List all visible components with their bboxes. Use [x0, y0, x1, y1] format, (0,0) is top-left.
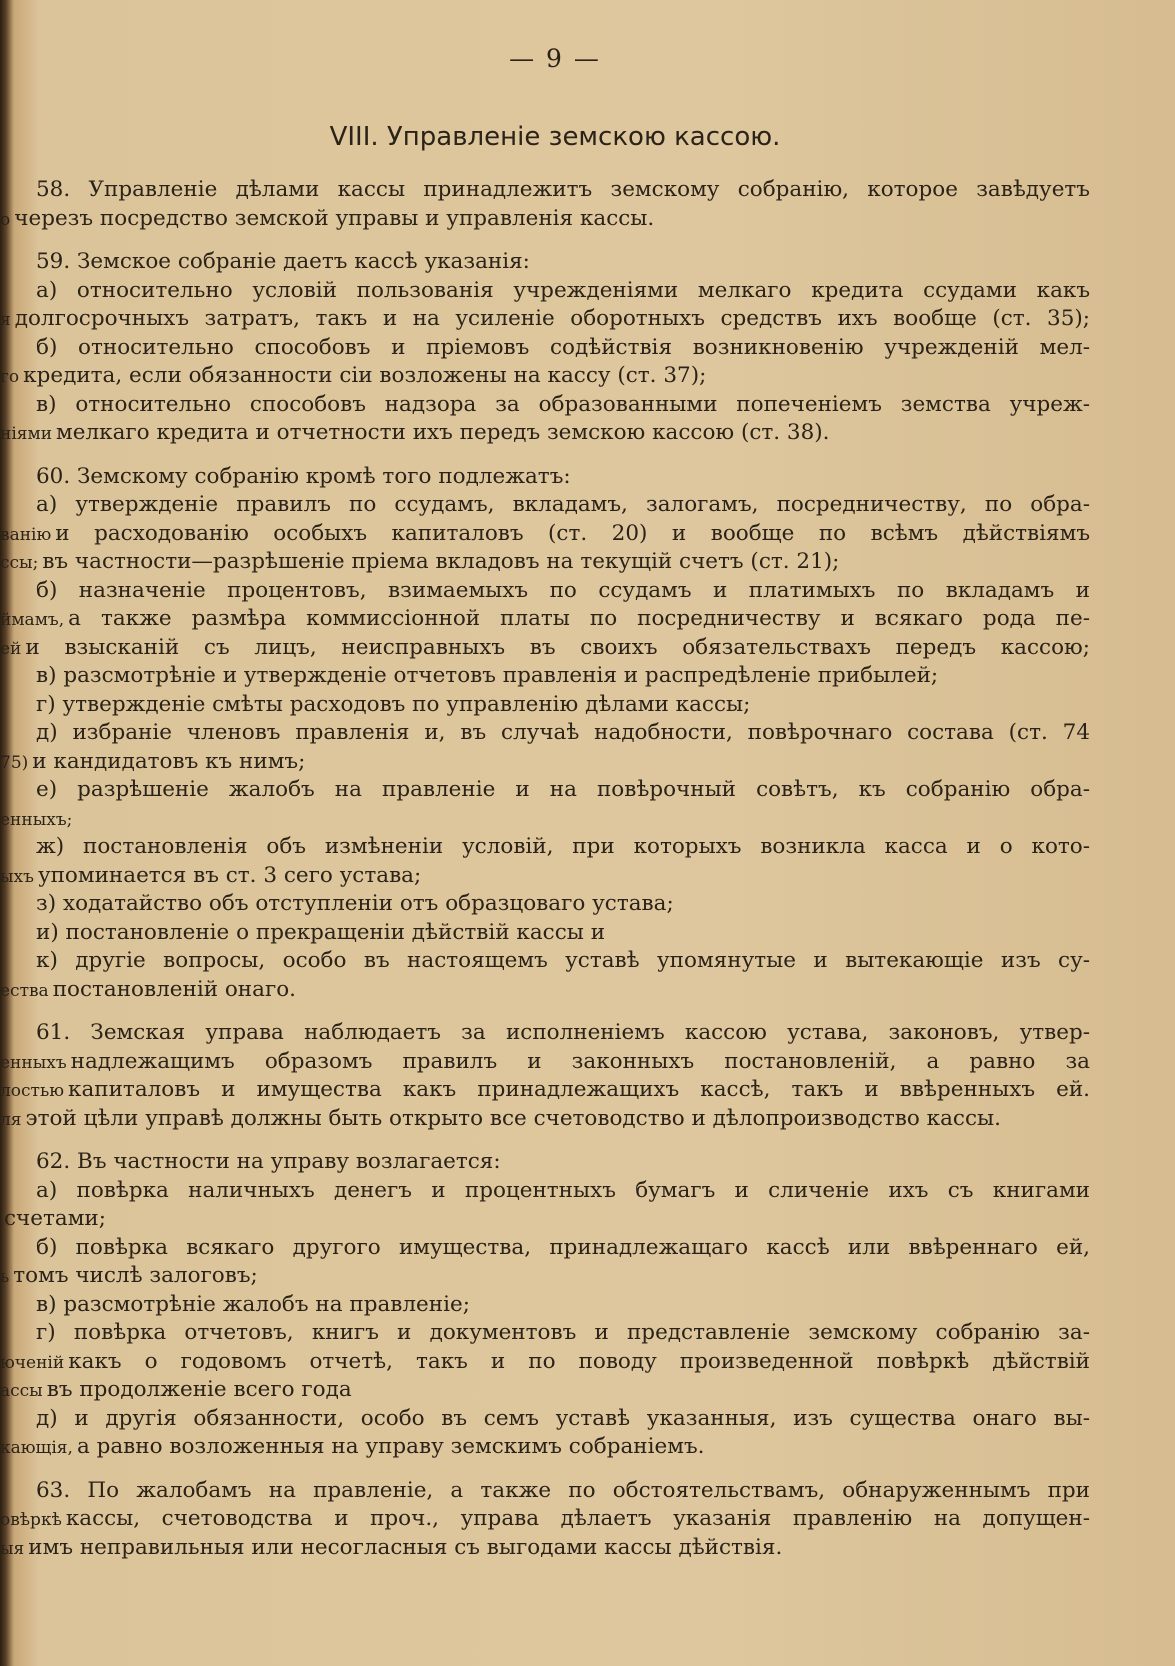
- body-text: [0, 176, 1090, 1577]
- line-text: е) разрѣшеніе жалобъ на правленіе и на повѣрочный совѣтъ, къ собранію обра-: [36, 777, 1090, 802]
- line-text: и) постановленіе о прекращеніи дѣйствій кассы и: [36, 919, 606, 945]
- text-line: [0, 577, 1090, 606]
- line-text: д) избраніе членовъ правленія и, въ случаѣ надобности, повѣрочнаго состава (ст. 74: [36, 720, 1090, 745]
- cut-off-fragment: енныхъ;: [0, 809, 73, 830]
- text-line: [0, 491, 1090, 520]
- paragraph-p58: [0, 176, 1090, 233]
- line-text: 58. Управленіе дѣлами кассы принадлежитъ земскому собранію, которое завѣдуетъ: [36, 177, 1090, 202]
- line-text: въ продолженіе всего года: [46, 1377, 352, 1402]
- paragraph-p63: [0, 1477, 1090, 1563]
- line-text: а также размѣра коммиссіонной платы по посредничеству и всякаго рода пе-: [68, 606, 1090, 631]
- text-line: [0, 1105, 1090, 1134]
- text-line: [0, 1291, 1090, 1320]
- text-line: [0, 1433, 1090, 1462]
- line-text: г) повѣрка отчетовъ, книгъ и документовъ и представленіе земскому собранію за-: [36, 1320, 1090, 1345]
- paragraph-p62: [0, 1148, 1090, 1462]
- paragraph-p60: [0, 463, 1090, 1005]
- line-text: а) относительно условій пользованія учрежденіями мелкаго кредита ссудами какъ: [36, 277, 1090, 303]
- text-line: [0, 1376, 1090, 1405]
- text-line: [0, 805, 1090, 834]
- cut-off-fragment: о: [0, 209, 11, 230]
- cut-off-fragment: ймамъ,: [0, 610, 65, 630]
- cut-off-fragment: ей: [0, 638, 22, 659]
- paragraph-p59: [0, 248, 1090, 448]
- text-line: [0, 719, 1090, 748]
- text-line: [0, 776, 1090, 805]
- text-line: [0, 463, 1090, 492]
- cut-off-fragment: ссы;: [0, 553, 39, 573]
- text-line: [0, 1348, 1090, 1377]
- section-heading: VIII. Управленіе земскою кассою.: [329, 122, 781, 152]
- text-line: [0, 1262, 1090, 1291]
- line-text: 60. Земскому собранію кромѣ того подлежатъ:: [36, 463, 571, 489]
- line-text: б) относительно способовъ и пріемовъ содѣйствія возникновенію учрежденій мел-: [36, 334, 1090, 360]
- line-text: и взысканій съ лицъ, неисправныхъ въ своихъ обязательствахъ передъ кассою;: [25, 634, 1090, 660]
- line-text: а) утвержденіе правилъ по ссудамъ, вкладамъ, залогамъ, посредничеству, по обра-: [36, 492, 1090, 517]
- line-text: з) ходатайство объ отступленіи отъ образцоваго устава;: [36, 891, 674, 916]
- cut-off-fragment: ества: [0, 980, 49, 1001]
- line-text: черезъ посредство земской управы и управленія кассы.: [14, 205, 655, 231]
- cut-off-fragment: ыя: [0, 1538, 25, 1559]
- text-line: [0, 634, 1090, 663]
- text-line: [0, 662, 1090, 691]
- line-text: упоминается въ ст. 3 сего устава;: [37, 862, 422, 888]
- text-line: [0, 362, 1090, 391]
- text-line: [0, 520, 1090, 549]
- line-text: 61. Земская управа наблюдаетъ за исполненіемъ кассою устава, законовъ, утвер-: [36, 1020, 1090, 1045]
- text-line: [0, 391, 1090, 420]
- cut-off-fragment: енныхъ: [0, 1052, 67, 1073]
- line-text: какъ о годовомъ отчетѣ, такъ и по поводу произведенной повѣркѣ дѣйствій: [68, 1348, 1090, 1374]
- cut-off-fragment: ассы: [0, 1381, 43, 1401]
- line-text: г) утвержденіе смѣты расходовъ по управленію дѣлами кассы;: [36, 691, 751, 717]
- text-line: [0, 305, 1090, 334]
- text-line: [0, 1534, 1090, 1563]
- text-line: [0, 334, 1090, 363]
- line-text: и расходованію особыхъ капиталовъ (ст. 20) и вообще по всѣмъ дѣйствіямъ: [55, 520, 1090, 546]
- cut-off-fragment: ванію: [0, 524, 52, 545]
- text-line: [0, 890, 1090, 919]
- page-number: — 9 —: [509, 44, 601, 73]
- line-text: а равно возложенныя на управу земскимъ собраніемъ.: [76, 1434, 705, 1459]
- line-text: этой цѣли управѣ должны быть открыто все счетоводство и дѣлопроизводство кассы.: [25, 1105, 1001, 1131]
- line-text: въ частности—разрѣшеніе пріема вкладовъ на текущій счетъ (ст. 21);: [42, 549, 840, 574]
- text-line: [0, 1148, 1090, 1177]
- text-line: [0, 748, 1090, 777]
- line-text: кредита, если обязанности сіи возложены на кассу (ст. 37);: [23, 363, 707, 388]
- line-text: 62. Въ частности на управу возлагается:: [36, 1149, 501, 1174]
- line-text: б) назначеніе процентовъ, взимаемыхъ по ссудамъ и платимыхъ по вкладамъ и: [36, 577, 1090, 603]
- line-text: 63. По жалобамъ на правленіе, а также по обстоятельствамъ, обнаруженнымъ при: [36, 1477, 1090, 1503]
- line-text: б) повѣрка всякаго другого имущества, принадлежащаго кассѣ или ввѣреннаго ей,: [36, 1234, 1090, 1260]
- text-line: [0, 248, 1090, 277]
- text-line: [0, 1177, 1090, 1206]
- cut-off-fragment: ь: [0, 1267, 10, 1287]
- cut-off-fragment: лостью: [0, 1081, 65, 1101]
- text-line: [0, 833, 1090, 862]
- line-text: в) разсмотрѣніе жалобъ на правленіе;: [36, 1291, 470, 1317]
- line-text: в) относительно способовъ надзора за образованными попеченіемъ земства учреж-: [36, 391, 1090, 417]
- text-line: [0, 419, 1090, 448]
- text-line: [0, 277, 1090, 306]
- cut-off-fragment: го: [0, 367, 20, 387]
- text-line: [0, 1319, 1090, 1348]
- text-line: [0, 205, 1090, 234]
- text-line: [0, 1477, 1090, 1506]
- text-line: [0, 1405, 1090, 1434]
- text-line: [0, 1505, 1090, 1534]
- text-line: [0, 919, 1090, 948]
- line-text: капиталовъ и имущества какъ принадлежащихъ кассѣ, такъ и ввѣренныхъ ей.: [68, 1077, 1090, 1102]
- line-text: в) разсмотрѣніе и утвержденіе отчетовъ правленія и распредѣленіе прибылей;: [36, 663, 939, 688]
- cut-off-fragment: ля: [0, 1109, 22, 1130]
- text-line: [0, 1234, 1090, 1263]
- text-line: [0, 1076, 1090, 1105]
- text-line: [0, 976, 1090, 1005]
- cut-off-fragment: овѣркѣ: [0, 1510, 62, 1530]
- line-text: томъ числѣ залоговъ;: [13, 1263, 258, 1288]
- line-text: надлежащимъ образомъ правилъ и законныхъ постановленій, а равно за: [70, 1048, 1090, 1074]
- paragraph-p61: [0, 1019, 1090, 1133]
- line-text: и кандидатовъ къ нимъ;: [32, 748, 306, 774]
- cut-off-fragment: ніями: [0, 424, 53, 444]
- line-text: 59. Земское собраніе даетъ кассѣ указанія:: [36, 249, 530, 274]
- line-text: мелкаго кредита и отчетности ихъ передъ земскою кассою (ст. 38).: [56, 420, 830, 445]
- cut-off-fragment: я: [0, 310, 11, 330]
- line-text: а) повѣрка наличныхъ денегъ и процентныхъ бумагъ и сличеніе ихъ съ книгами: [36, 1177, 1090, 1203]
- cut-off-fragment: кающія,: [0, 1438, 73, 1458]
- cut-off-fragment: юченій: [0, 1352, 65, 1373]
- line-text: д) и другія обязанности, особо въ семъ уставѣ указанныя, изъ существа онаго вы-: [36, 1405, 1090, 1431]
- line-text: к) другіе вопросы, особо въ настоящемъ уставѣ упомянутые и вытекающіе изъ су-: [36, 948, 1090, 973]
- cut-off-fragment: ыхъ: [0, 866, 34, 887]
- text-line: [0, 548, 1090, 577]
- line-text: кассы, счетоводства и проч., управа дѣлаетъ указанія правленію на допущен-: [65, 1506, 1090, 1531]
- text-line: [0, 1205, 1090, 1234]
- text-line: [0, 862, 1090, 891]
- line-text: имъ неправильныя или несогласныя съ выгодами кассы дѣйствія.: [28, 1534, 783, 1560]
- text-line: [0, 176, 1090, 205]
- line-text: постановленій онаго.: [52, 976, 296, 1002]
- line-text: счетами;: [4, 1206, 106, 1231]
- text-line: [0, 1019, 1090, 1048]
- text-line: [0, 691, 1090, 720]
- line-text: долгосрочныхъ затратъ, такъ и на усиленіе оборотныхъ средствъ ихъ вообще (ст. 35);: [14, 306, 1090, 331]
- text-line: [0, 947, 1090, 976]
- cut-off-fragment: 75): [0, 752, 29, 773]
- line-text: ж) постановленія объ измѣненіи условій, при которыхъ возникла касса и о кото-: [36, 834, 1090, 859]
- text-line: [0, 605, 1090, 634]
- text-line: [0, 1048, 1090, 1077]
